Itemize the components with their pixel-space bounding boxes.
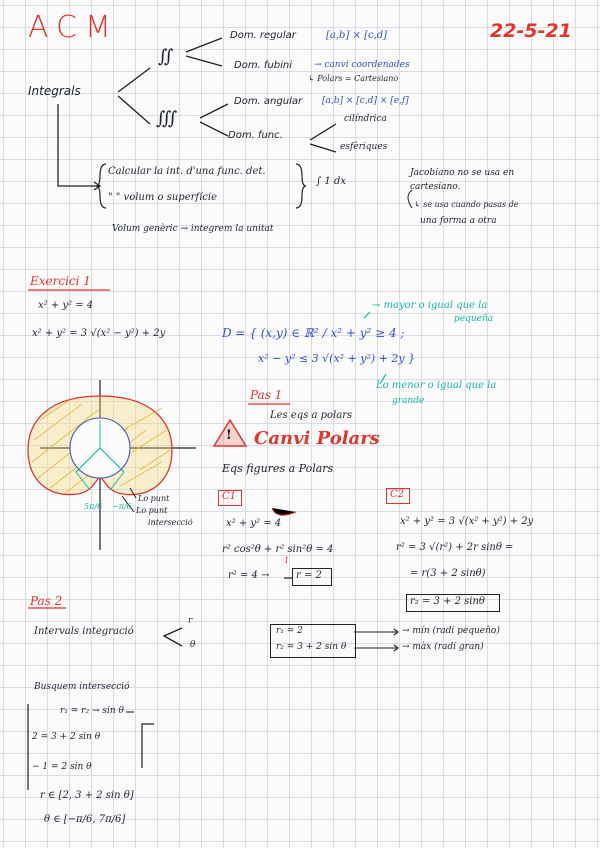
interval-theta: θ bbox=[190, 640, 196, 650]
page-date: 22-5-21 bbox=[490, 20, 572, 42]
double-integral-sign: ∬ bbox=[158, 46, 174, 67]
note-menor-2: grande bbox=[392, 396, 425, 406]
c2-label: C2 bbox=[390, 489, 405, 500]
range-theta: θ ∈ [−π/6, 7π/6] bbox=[44, 814, 126, 825]
graph-label-point: Lo punt bbox=[138, 494, 170, 503]
dom-fubini: Dom. fubini bbox=[234, 60, 293, 71]
dom-regular-range: [a,b] × [c,d] bbox=[326, 30, 388, 41]
integrals-label: Integrals bbox=[28, 84, 81, 98]
dom-angular: Dom. angular bbox=[234, 96, 303, 107]
pas2-label: Pas 2 bbox=[30, 594, 63, 608]
c2-eq-2: r² = 3 √(r²) + 2r sinθ = bbox=[396, 542, 514, 553]
c1-eq-2: r² cos²θ + r² sin²θ = 4 bbox=[222, 544, 334, 555]
calc-line-2: " " volum o superfície bbox=[108, 192, 218, 203]
inter-eq-1: r₁ = r₂ → sin θ bbox=[60, 706, 124, 716]
c1-result: r = 2 bbox=[296, 570, 322, 581]
calc-line-1: Calcular la int. d'una func. det. bbox=[108, 166, 266, 177]
domain-def-2: x² − y² ≤ 3 √(x² + y²) + 2y } bbox=[258, 352, 416, 365]
eq-circle: x² + y² = 4 bbox=[38, 300, 94, 311]
jacobiano-note-1: Jacobiano no se usa en bbox=[410, 168, 515, 178]
interval-r: r bbox=[188, 616, 193, 626]
c1-eq-1: x² + y² = 4 bbox=[226, 518, 282, 529]
volum-generic: Volum genèric → integrem la unitat bbox=[112, 224, 274, 234]
r-min: → mín (radi pequeño) bbox=[402, 626, 500, 636]
inter-eq-3: − 1 = 2 sin θ bbox=[32, 762, 92, 772]
warning-icon: ! bbox=[226, 428, 232, 443]
note-mayor-2: pequeña bbox=[454, 314, 494, 324]
calc-integral: ∫ 1 dx bbox=[316, 176, 346, 187]
cilindrica: cilíndrica bbox=[344, 114, 387, 124]
r2-def: r₂ = 3 + 2 sin θ bbox=[276, 642, 347, 652]
r-max: → màx (radi gran) bbox=[402, 642, 484, 652]
c2-result: r₂ = 3 + 2 sinθ bbox=[410, 596, 485, 607]
fubini-note: → canvi coordenades bbox=[314, 60, 410, 70]
range-r: r ∈ [2, 3 + 2 sin θ] bbox=[40, 790, 134, 801]
pas1-text: Les eqs a polars bbox=[270, 410, 353, 421]
c1-underbrace: 1 bbox=[284, 556, 290, 565]
pas1-label: Pas 1 bbox=[250, 388, 283, 402]
dom-angular-range: [a,b] × [c,d] × [e,f] bbox=[322, 96, 409, 106]
jacobiano-note-2: cartesiano. bbox=[410, 182, 461, 192]
c1-label: C1 bbox=[222, 491, 237, 502]
r1-def: r₁ = 2 bbox=[276, 626, 303, 636]
angle-right: −π/6 bbox=[112, 502, 132, 511]
eq-curve: x² + y² = 3 √(x² − y²) + 2y bbox=[32, 328, 166, 339]
note-mayor: → mayor o igual que la bbox=[372, 300, 488, 311]
c2-eq-3: = r(3 + 2 sinθ) bbox=[410, 568, 486, 579]
canvi-polars: Canvi Polars bbox=[254, 428, 380, 449]
busquem-label: Busquem intersecció bbox=[34, 682, 130, 692]
jacobiano-note-3: ↳ se usa cuando pasas de bbox=[414, 200, 519, 209]
note-menor: Lo menor o igual que la bbox=[376, 380, 497, 391]
dom-regular: Dom. regular bbox=[230, 30, 296, 41]
domain-def: D = { (x,y) ∈ ℝ² / x² + y² ≥ 4 ; bbox=[222, 326, 405, 340]
interval-label: Intervals integració bbox=[34, 626, 134, 637]
inter-eq-2: 2 = 3 + 2 sin θ bbox=[32, 732, 101, 742]
triple-integral-sign: ∭ bbox=[156, 108, 178, 129]
dom-func: Dom. func. bbox=[228, 130, 283, 141]
page-title: ACM bbox=[28, 10, 119, 45]
polares-note: ↳ Polars = Cartesiano bbox=[308, 74, 399, 83]
graph-label-point-2: Lo punt bbox=[136, 506, 168, 515]
esferiques: esfèriques bbox=[340, 142, 388, 152]
c2-eq-1: x² + y² = 3 √(x² + y²) + 2y bbox=[400, 516, 534, 527]
eqs-figures: Eqs figures a Polars bbox=[222, 462, 334, 475]
angle-left: 5π/6 bbox=[84, 502, 103, 511]
graph-label-intersect: intersecció bbox=[148, 518, 193, 527]
exercici-title: Exercici 1 bbox=[30, 274, 91, 288]
jacobiano-note-4: una forma a otra bbox=[420, 216, 497, 226]
c1-eq-3: r² = 4 → bbox=[228, 570, 270, 581]
